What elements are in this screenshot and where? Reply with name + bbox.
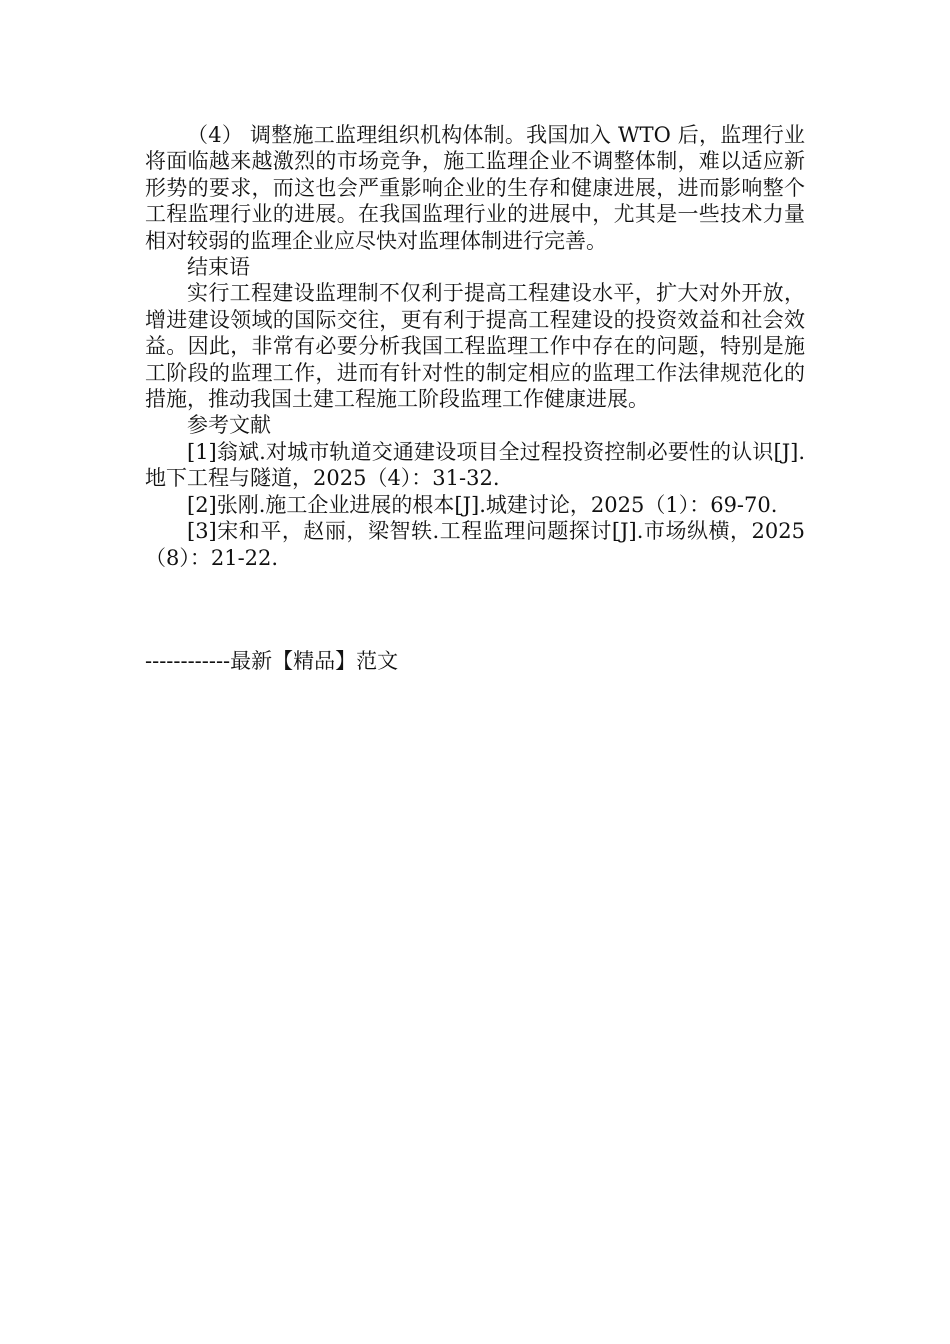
body-paragraph: （4） 调整施工监理组织机构体制。我国加入 WTO 后，监理行业将面临越来越激烈的市场竞争，施工监理企业不调整体制，难以适应新形势的要求，而这也会严重影响企业的生存和健康进展，进而影响整个工程监理行业的进展。在我国监理行业的进展中，尤其是一些技术力量相对较弱的监理企业应尽快对监理体制进行完善。 (145, 123, 805, 253)
page-footer: ------------最新【精品】范文 (145, 649, 399, 673)
reference-item: [3]宋和平，赵丽，梁智轶.工程监理问题探讨[J].市场纵横，2025（8）：21-22. (145, 519, 805, 570)
reference-item: [1]翁斌.对城市轨道交通建设项目全过程投资控制必要性的认识[J].地下工程与隧道，2025（4）：31-32. (145, 439, 805, 491)
document-body (145, 122, 805, 571)
section-heading-references: 参考文献 (187, 413, 271, 438)
reference-item: [2]张刚.施工企业进展的根本[J].城建讨论，2025（1）：69-70. (187, 492, 778, 517)
section-heading-conclusion: 结束语 (187, 255, 250, 280)
body-paragraph: 实行工程建设监理制不仅利于提高工程建设水平，扩大对外开放，增进建设领域的国际交往，更有利于提高工程建设的投资效益和社会效益。因此，非常有必要分析我国工程监理工作中存在的问题，特别是施工阶段的监理工作，进而有针对性的制定相应的监理工作法律规范化的措施，推动我国土建工程施工阶段监理工作健康进展。 (145, 281, 805, 412)
